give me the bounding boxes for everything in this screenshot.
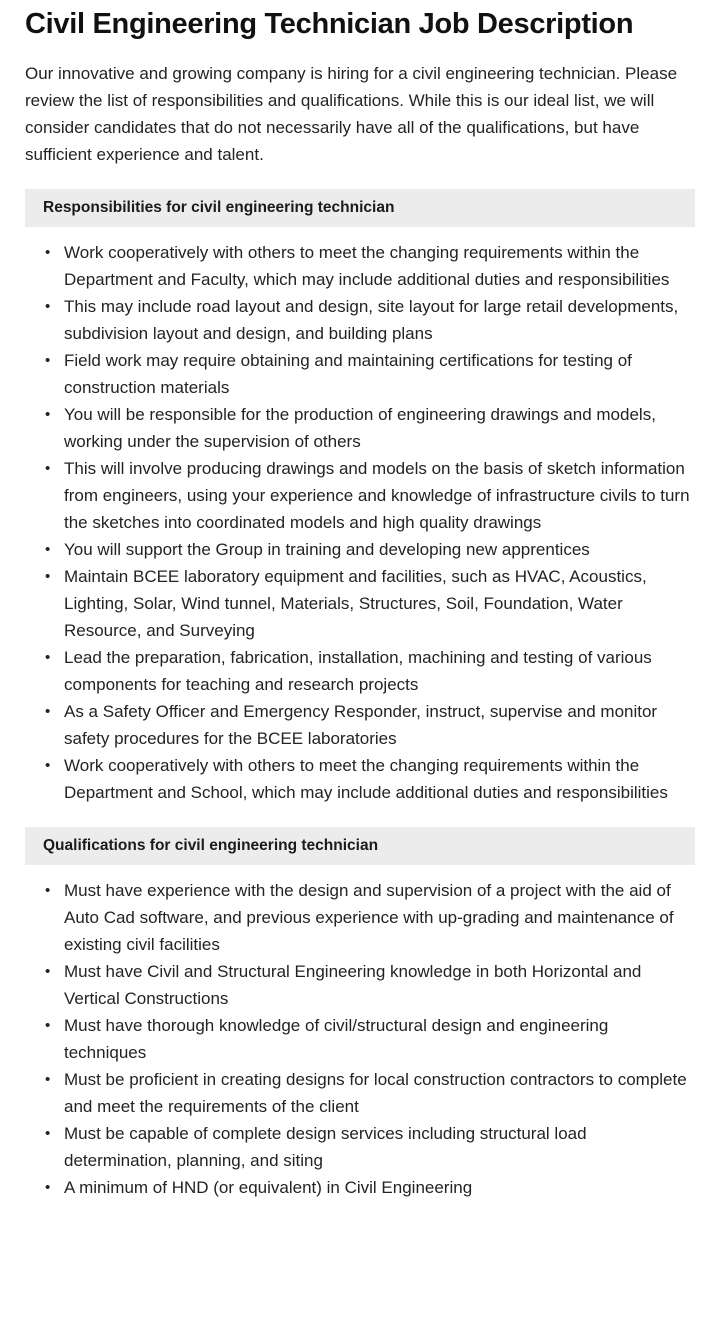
list-item: • Work cooperatively with others to meet the changing requirements within the Department and Faculty, which may include additional duties and responsibilities <box>45 239 695 293</box>
list-item: • You will support the Group in training and developing new apprentices <box>45 536 695 563</box>
responsibilities-section <box>25 189 695 806</box>
list-item: • Must have Civil and Structural Engineering knowledge in both Horizontal and Vertical Constructions <box>45 958 695 1012</box>
list-item: • Lead the preparation, fabrication, installation, machining and testing of various components for teaching and research projects <box>45 644 695 698</box>
list-item: • This may include road layout and design, site layout for large retail developments, subdivision layout and design, and building plans <box>45 293 695 347</box>
list-item: • Field work may require obtaining and maintaining certifications for testing of construction materials <box>45 347 695 401</box>
qualifications-section-header <box>25 827 695 865</box>
qualifications-section <box>25 827 695 1201</box>
list-item: • A minimum of HND (or equivalent) in Civil Engineering <box>45 1174 695 1201</box>
list-item: • Maintain BCEE laboratory equipment and facilities, such as HVAC, Acoustics, Lighting, Solar, Wind tunnel, Materials, Structures, Soil, Foundation, Water Resource, and Surveying <box>45 563 695 644</box>
responsibilities-section-header <box>25 189 695 227</box>
list-item: • Work cooperatively with others to meet the changing requirements within the Department and School, which may include additional duties and responsibilities <box>45 752 695 806</box>
list-item: • Must have experience with the design and supervision of a project with the aid of Auto Cad software, and previous experience with up-grading and maintenance of existing civil facilities <box>45 877 695 958</box>
list-item: • As a Safety Officer and Emergency Responder, instruct, supervise and monitor safety procedures for the BCEE laboratories <box>45 698 695 752</box>
qualifications-list <box>25 877 695 1201</box>
list-item: • Must be capable of complete design services including structural load determination, planning, and siting <box>45 1120 695 1174</box>
list-item: • This will involve producing drawings and models on the basis of sketch information from engineers, using your experience and knowledge of infrastructure civils to turn the sketches into coordinated models and high quality drawings <box>45 455 695 536</box>
page-title: Civil Engineering Technician Job Description <box>25 8 634 40</box>
list-item: • Must be proficient in creating designs for local construction contractors to complete and meet the requirements of the client <box>45 1066 695 1120</box>
qualifications-section-heading-label: Qualifications for civil engineering technician <box>43 837 379 855</box>
list-item: • You will be responsible for the production of engineering drawings and models, working under the supervision of others <box>45 401 695 455</box>
list-item: • Must have thorough knowledge of civil/structural design and engineering techniques <box>45 1012 695 1066</box>
intro-paragraph: Our innovative and growing company is hiring for a civil engineering technician. Please review the list of responsibilities and qualifications. While this is our ideal list, we will consider candidates that do not necessarily have all of the qualifications, but have sufficient experience and talent. <box>25 64 678 164</box>
responsibilities-section-heading-label: Responsibilities for civil engineering technician <box>43 199 395 217</box>
responsibilities-list <box>25 239 695 806</box>
